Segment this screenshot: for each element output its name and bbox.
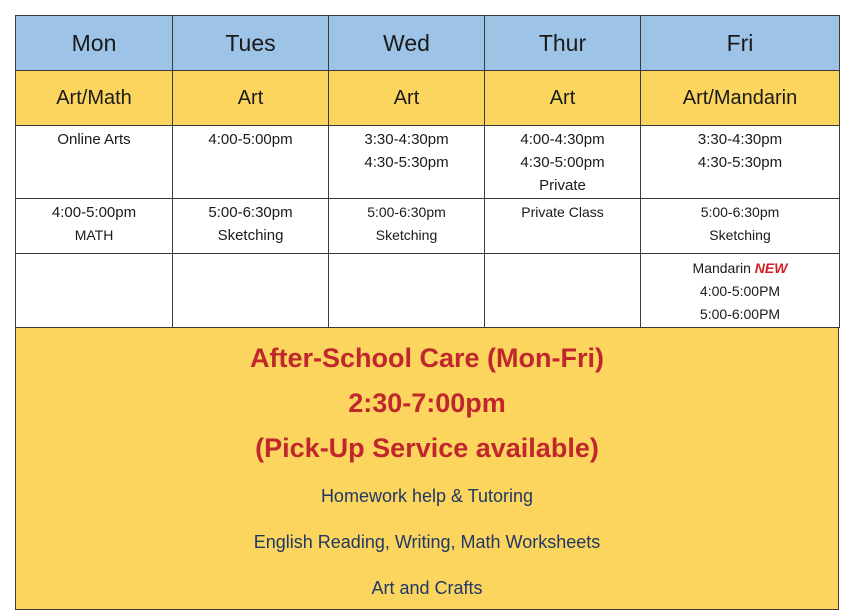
slot-line: 4:30-5:00pm xyxy=(520,154,605,171)
slot-cell-fri-1 xyxy=(641,126,840,199)
slot-line: 4:00-5:00PM xyxy=(699,283,781,299)
day-header-thu: Thur xyxy=(485,16,641,71)
mandarin-label: Mandarin xyxy=(692,260,751,276)
schedule-sheet xyxy=(15,15,839,606)
slot-line: Sketching xyxy=(217,227,284,244)
time-slot-row-1 xyxy=(16,126,840,199)
time-slot-row-2 xyxy=(16,199,840,254)
slot-cell-tue-2 xyxy=(173,199,329,254)
slot-line-mandarin xyxy=(641,257,839,280)
slot-cell-mon-3 xyxy=(16,254,173,328)
slot-cell-mon-2 xyxy=(16,199,173,254)
slot-line: MATH xyxy=(74,227,114,243)
slot-cell-tue-3 xyxy=(173,254,329,328)
care-item-homework: Homework help & Tutoring xyxy=(320,486,534,506)
weekly-schedule-table xyxy=(15,15,840,328)
slot-line: Sketching xyxy=(375,227,438,243)
slot-line: 3:30-4:30pm xyxy=(364,131,449,148)
day-header-wed: Wed xyxy=(329,16,485,71)
slot-cell-tue-1 xyxy=(173,126,329,199)
slot-line: 4:00-4:30pm xyxy=(520,131,605,148)
slot-line: 4:00-5:00pm xyxy=(208,131,293,148)
subject-tue: Art xyxy=(173,71,329,126)
slot-cell-thu-1 xyxy=(485,126,641,199)
slot-line: 4:30-5:30pm xyxy=(697,154,783,171)
slot-cell-thu-2 xyxy=(485,199,641,254)
slot-line: 5:00-6:30pm xyxy=(208,204,293,221)
slot-line: 5:00-6:30pm xyxy=(700,204,780,220)
slot-line: Sketching xyxy=(709,227,771,243)
slot-line: Private xyxy=(539,177,586,194)
slot-line: Private Class xyxy=(521,204,604,220)
after-school-hours: 2:30-7:00pm xyxy=(348,388,506,418)
day-header-row xyxy=(16,16,840,71)
slot-line: 5:00-6:30pm xyxy=(367,204,446,220)
slot-cell-fri-2 xyxy=(641,199,840,254)
slot-line: 4:00-5:00pm xyxy=(51,204,137,221)
subject-wed: Art xyxy=(329,71,485,126)
day-header-fri: Fri xyxy=(641,16,840,71)
slot-cell-wed-3 xyxy=(329,254,485,328)
subject-thu: Art xyxy=(485,71,641,126)
subject-fri: Art/Mandarin xyxy=(641,71,840,126)
slot-cell-wed-2 xyxy=(329,199,485,254)
slot-cell-wed-1 xyxy=(329,126,485,199)
subject-mon: Art/Math xyxy=(16,71,173,126)
time-slot-row-3 xyxy=(16,254,840,328)
day-header-mon: Mon xyxy=(16,16,173,71)
new-badge: NEW xyxy=(754,260,788,276)
slot-line: 3:30-4:30pm xyxy=(697,131,783,148)
slot-cell-fri-3 xyxy=(641,254,840,328)
slot-line: Online Arts xyxy=(57,131,131,148)
care-item-worksheets: English Reading, Writing, Math Worksheets xyxy=(253,532,601,552)
slot-line: 5:00-6:00PM xyxy=(699,306,781,322)
after-school-title: After-School Care (Mon-Fri) xyxy=(250,343,604,373)
subject-row xyxy=(16,71,840,126)
after-school-care-panel xyxy=(15,328,839,610)
slot-line: 4:30-5:30pm xyxy=(364,154,449,171)
pickup-service-note: (Pick-Up Service available) xyxy=(255,433,599,463)
slot-cell-thu-3 xyxy=(485,254,641,328)
day-header-tue: Tues xyxy=(173,16,329,71)
care-item-crafts: Art and Crafts xyxy=(371,578,483,598)
slot-cell-mon-1 xyxy=(16,126,173,199)
